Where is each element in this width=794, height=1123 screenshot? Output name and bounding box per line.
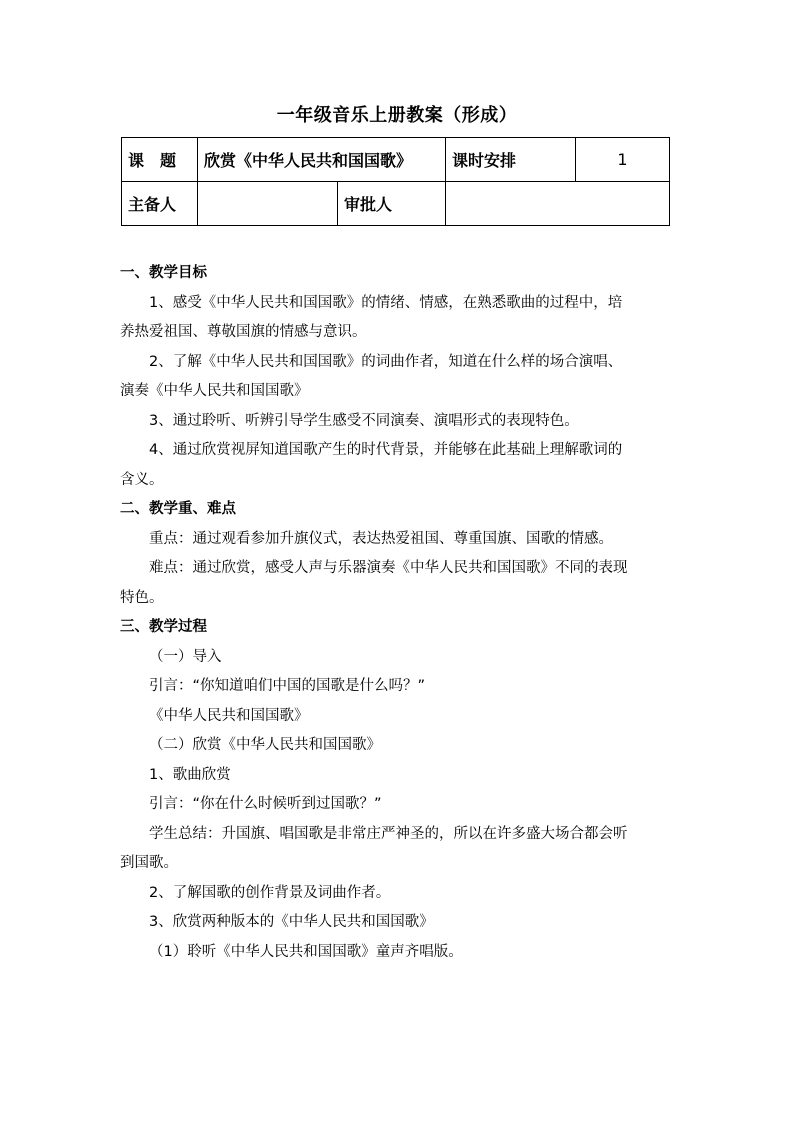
paragraph-line: （1）聆听《中华人民共和国国歌》童声齐唱版。 [149,943,463,960]
paragraph-line: （二）欣赏《中华人民共和国国歌》 [149,737,381,753]
paragraph-line: 演奏《中华人民共和国国歌》 [120,383,309,399]
paragraph-line: 1、歌曲欣赏 [149,766,231,783]
paragraph-line: 特色。 [120,589,164,606]
paragraph-line: 2、了解国歌的创作背景及词曲作者。 [149,884,391,901]
section-heading: 三、教学过程 [120,619,207,635]
paragraph-line: 重点：通过观看参加升旗仪式，表达热爱祖国、尊重国旗、国歌的情感。 [149,530,613,547]
paragraph-line: 4、通过欣赏视屏知道国歌产生的时代背景，并能够在此基础上理解歌词的 [149,442,623,458]
preparer-value [198,182,338,226]
class-hours-label: 课时安排 [446,138,576,182]
table-row [122,182,670,226]
table-row [122,138,670,182]
paragraph-line: 难点：通过欣赏，感受人声与乐器演奏《中华人民共和国国歌》不同的表现 [149,560,628,576]
paragraph-line: 引言：“你在什么时候听到过国歌？” [149,796,382,812]
lesson-info-table [121,137,670,226]
paragraph-line: 1、感受《中华人民共和国国歌》的情绪、情感，在熟悉歌曲的过程中，培 [149,294,623,311]
paragraph-line: 《中华人民共和国国歌》 [149,707,309,724]
paragraph-line: 3、通过聆听、听辨引导学生感受不同演奏、演唱形式的表现特色。 [149,412,579,429]
document-title: 一年级音乐上册教案（形成） [276,105,518,126]
paragraph-line: 含义。 [120,471,164,488]
paragraph-line: 引言：“你知道咱们中国的国歌是什么吗？” [149,678,426,694]
paragraph-line: （一）导入 [149,648,222,665]
paragraph-line: 2、了解《中华人民共和国国歌》的词曲作者，知道在什么样的场合演唱、 [149,353,623,370]
section-heading: 二、教学重、难点 [120,501,236,517]
approver-label: 审批人 [338,182,446,226]
paragraph-line: 学生总结：升国旗、唱国歌是非常庄严神圣的，所以在许多盛大场合都会听 [149,825,628,842]
preparer-label: 主备人 [122,182,198,226]
lesson-topic-value: 欣赏《中华人民共和国国歌》 [198,138,446,182]
lesson-topic-label: 课 题 [122,138,198,182]
section-heading: 一、教学目标 [120,265,207,281]
class-hours-value: 1 [576,138,670,182]
paragraph-line: 到国歌。 [120,855,178,871]
paragraph-line: 3、欣赏两种版本的《中华人民共和国国歌》 [149,914,434,930]
approver-value [446,182,670,226]
document-body [120,259,676,967]
paragraph-line: 养热爱祖国、尊敬国旗的情感与意识。 [120,324,367,340]
